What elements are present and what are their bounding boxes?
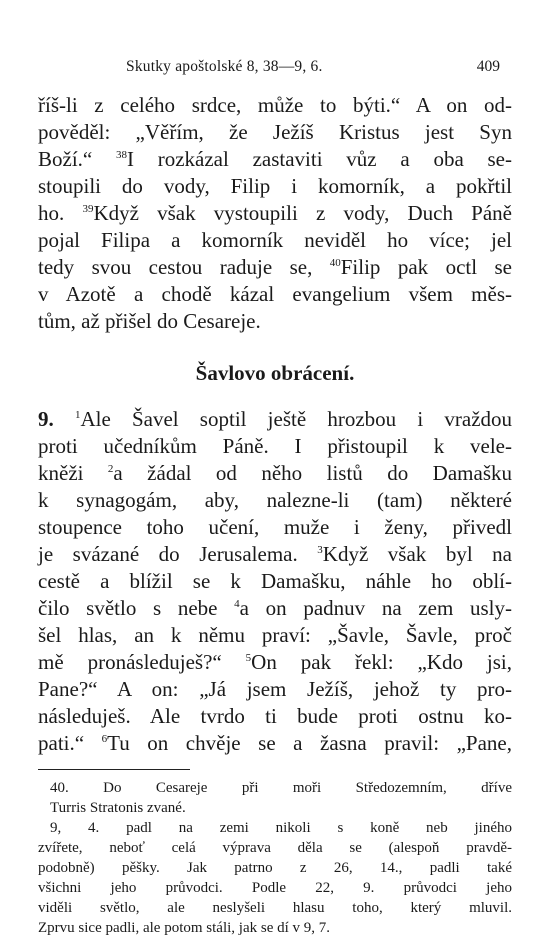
text-line xyxy=(38,200,512,227)
text-line xyxy=(38,254,512,281)
footnote-line: Zprvu sice padli, ale potom stáli, jak se dí v 9, 7. xyxy=(38,920,331,936)
text-fragment: I rozkázal zastaviti vůz a oba se- xyxy=(126,147,512,171)
text-fragment: ho. xyxy=(38,201,83,225)
text-line xyxy=(38,595,512,622)
verse-number: 3 xyxy=(317,544,323,556)
text-fragment: Filip pak octl se xyxy=(340,255,512,279)
text-fragment: Když však byl na xyxy=(322,542,513,566)
text-line: pověděl: „Věřím, že Ježíš Kristus jest Syn xyxy=(38,120,512,144)
text-fragment: Tu on chvěje se a žasna pravil: „Pane, xyxy=(107,731,512,755)
text-line: k synagogám, aby, nalezne-li (tam) některé xyxy=(38,488,512,512)
text-fragment: tedy svou cestou raduje se, xyxy=(38,255,330,279)
text-line: Pane?“ A on: „Já jsem Ježíš, jehož ty pro- xyxy=(38,677,512,701)
text-line xyxy=(38,649,512,676)
text-fragment: je svázané do Jerusalema. xyxy=(38,542,318,566)
text-fragment: On pak řekl: „Kdo jsi, xyxy=(251,650,512,674)
text-fragment: Boží.“ xyxy=(38,147,116,171)
text-line: stoupence toho učení, muže i ženy, přivedl xyxy=(38,515,512,539)
footnote-line: 9, 4. padl na zemi nikoli s koně neb jiného xyxy=(50,820,512,836)
text-fragment: a on padnuv na zem usly- xyxy=(239,596,512,620)
page-number: 409 xyxy=(476,58,500,75)
text-line xyxy=(38,460,512,487)
text-line: tům, až přišel do Cesareje. xyxy=(38,309,261,333)
book-page xyxy=(38,52,512,938)
text-fragment: Když však vystoupili z vody, Duch Páně xyxy=(93,201,512,225)
paragraph-acts-8-end xyxy=(38,92,512,335)
running-head xyxy=(38,52,512,82)
text-fragment: čilo světlo s nebe xyxy=(38,596,235,620)
text-line: v Azotě a chodě kázal evangelium všem měs- xyxy=(38,282,512,306)
section-heading: Šavlovo obrácení. xyxy=(195,361,355,385)
text-fragment: mě pronásleduješ?“ xyxy=(38,650,246,674)
text-line xyxy=(38,541,512,568)
verse-number: 39 xyxy=(82,203,94,215)
footnote-line: zvířete, neboť celá výprava děla se (alespoň pravdě- xyxy=(38,840,512,856)
footnote-line: Turris Stratonis zvané. xyxy=(50,800,186,816)
text-line: proti učedníkům Páně. I přistoupil k vele- xyxy=(38,434,512,458)
text-line xyxy=(38,146,512,173)
text-fragment: Ale Šavel soptil ještě hrozbou i vraždou xyxy=(80,407,513,431)
text-line: stoupili do vody, Filip i komorník, a pokřtil xyxy=(38,174,512,198)
text-line xyxy=(38,730,512,757)
footnote-line: podobně) pěšky. Jak patrno z 26, 14., padli také xyxy=(38,860,512,876)
verse-number: 40 xyxy=(329,257,341,269)
text-fragment: kněži xyxy=(38,461,108,485)
text-line: pojal Filipa a komorník neviděl ho více; jel xyxy=(38,228,512,252)
text-fragment: pati.“ xyxy=(38,731,102,755)
text-line: šel hlas, an k němu praví: „Šavle, Šavle, proč xyxy=(38,623,512,647)
footnote-line: 40. Do Cesareje při moři Středozemním, dříve xyxy=(50,780,512,796)
verse-number: 4 xyxy=(234,598,240,610)
footnote-line: všichni jeho průvodci. Podle 22, 9. průvodci jeho xyxy=(38,880,512,896)
footnote-divider xyxy=(38,769,190,770)
verse-number: 6 xyxy=(101,733,108,745)
footnote-line: viděli světlo, ale neslyšeli hlasu toho, který mluvil. xyxy=(38,900,512,916)
chapter-number: 9. xyxy=(38,407,54,431)
text-line: následuješ. Ale tvrdo ti bude proti ostnu ko- xyxy=(38,704,512,728)
verse-number: 38 xyxy=(115,149,127,161)
text-line: říš-li z celého srdce, může to býti.“ A on od- xyxy=(38,93,512,117)
paragraph-acts-9 xyxy=(38,406,512,757)
verse-number: 2 xyxy=(107,463,114,475)
verse-number: 5 xyxy=(245,652,252,664)
text-line xyxy=(38,406,512,433)
footnotes xyxy=(38,778,512,938)
running-title: Skutky apoštolské 8, 38—9, 6. xyxy=(126,58,323,75)
text-fragment: a žádal od něho listů do Damašku xyxy=(113,461,512,485)
text-line: cestě a blížil se k Damašku, náhle ho oblí- xyxy=(38,569,512,593)
verse-number: 1 xyxy=(74,409,81,421)
